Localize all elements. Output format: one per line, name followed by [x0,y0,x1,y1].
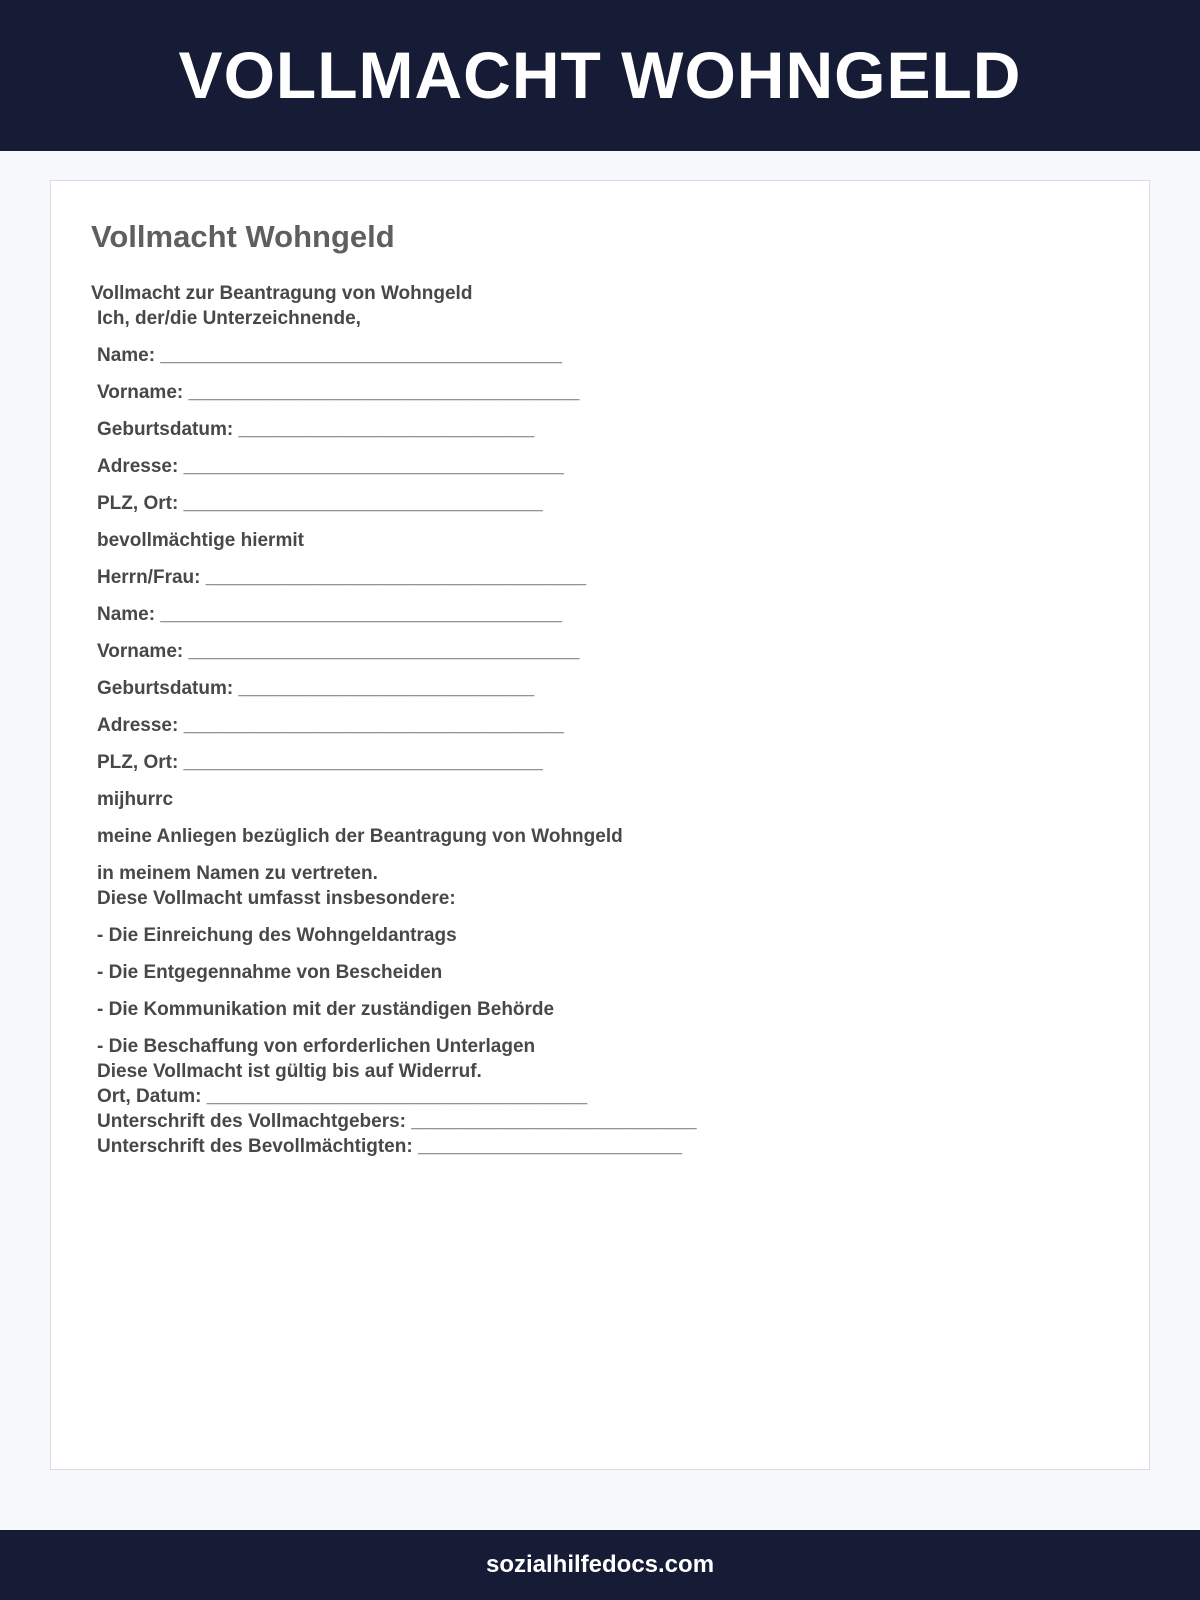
scope-item: - Die Entgegennahme von Bescheiden [97,962,443,983]
intro-text: Ich, der/die Unterzeichnende, [97,308,361,329]
agent-firstname-field: Vorname: _____________________________________ [97,641,580,662]
document-subtitle: Vollmacht zur Beantragung von Wohngeld [91,283,473,304]
principal-address-field: Adresse: ____________________________________ [97,456,565,477]
document-card [50,180,1150,1470]
header-title: VOLLMACHT WOHNGELD [178,37,1022,112]
principal-birthdate-field: Geburtsdatum: ____________________________ [97,419,535,440]
agent-signature-field: Unterschrift des Bevollmächtigten: _________________________ [97,1136,683,1157]
authorize-text: bevollmächtige hiermit [97,530,304,551]
principal-signature-field: Unterschrift des Vollmachtgebers: ___________________________ [97,1111,697,1132]
validity-text: Diese Vollmacht ist gültig bis auf Widerruf. [97,1061,482,1082]
scope-item: - Die Beschaffung von erforderlichen Unterlagen [97,1036,536,1057]
purpose-text-1: meine Anliegen bezüglich der Beantragung von Wohngeld [97,826,623,847]
agent-salutation-field: Herrn/Frau: ____________________________________ [97,567,587,588]
scope-intro: Diese Vollmacht umfasst insbesondere: [97,888,456,909]
footer-site-name: sozialhilfedocs.com [485,1551,715,1578]
document-body [91,281,1091,1159]
document-title: Vollmacht Wohngeld [91,219,395,254]
page-header [0,0,1200,151]
agent-birthdate-field: Geburtsdatum: ____________________________ [97,678,535,699]
agent-address-field: Adresse: ____________________________________ [97,715,565,736]
scope-item: - Die Einreichung des Wohngeldantrags [97,925,457,946]
agent-zip-city-field: PLZ, Ort: __________________________________ [97,752,543,773]
agent-name-field: Name: ______________________________________ [97,604,562,625]
scope-item: - Die Kommunikation mit der zuständigen Behörde [97,999,555,1020]
page-footer [0,1530,1200,1600]
misc-word: mijhurrc [97,789,174,810]
purpose-text-2: in meinem Namen zu vertreten. [97,863,378,884]
principal-zip-city-field: PLZ, Ort: __________________________________ [97,493,543,514]
principal-firstname-field: Vorname: _____________________________________ [97,382,580,403]
place-date-field: Ort, Datum: ____________________________________ [97,1086,588,1107]
principal-name-field: Name: ______________________________________ [97,345,562,366]
